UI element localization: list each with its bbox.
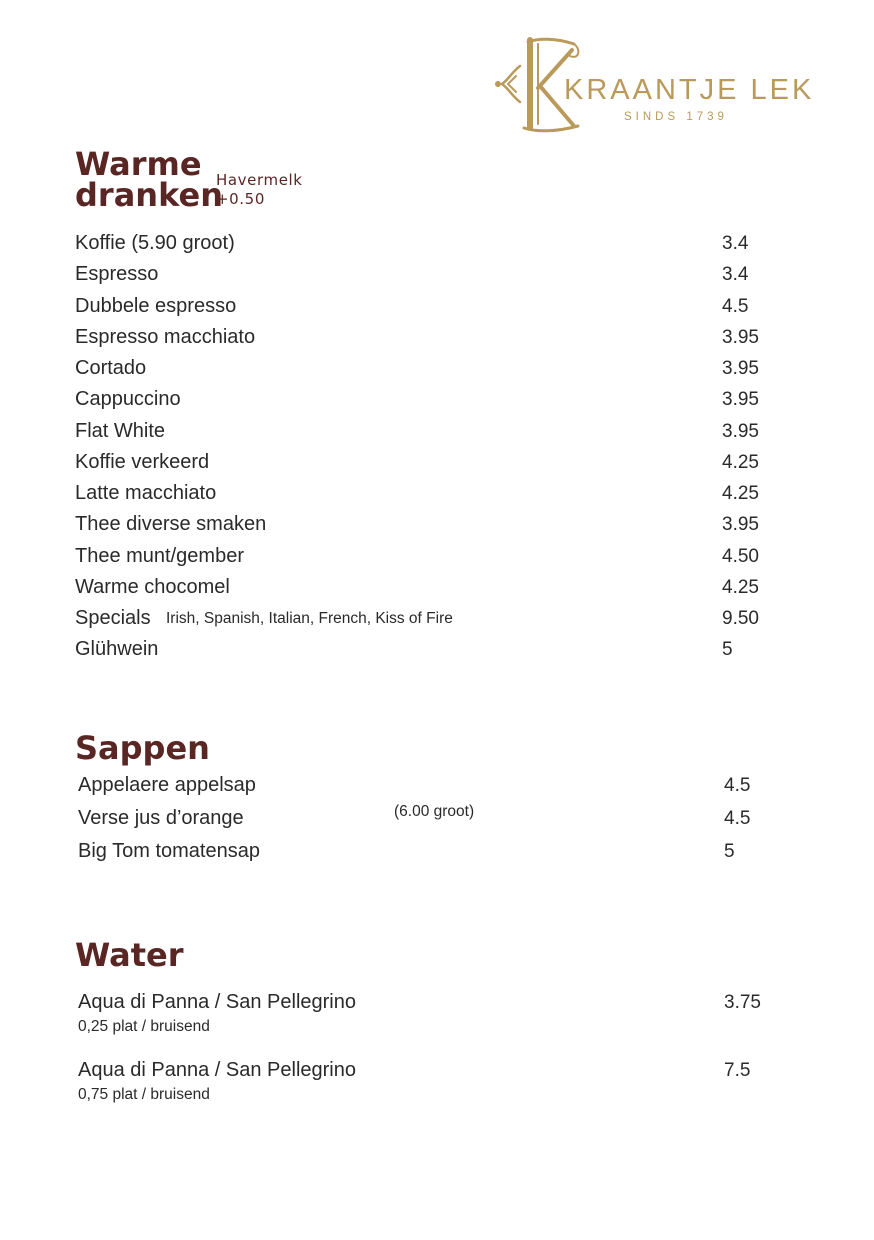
menu-item-subtitle: 0,75 plat / bruisend [78,1086,210,1103]
menu-item-price: 3.95 [722,389,759,410]
menu-item-name: Big Tom tomatensap [78,840,260,862]
brand-since: SINDS 1739 [624,111,728,123]
menu-item-name: Espresso macchiato [75,326,256,348]
menu-item-price: 4.25 [722,577,759,598]
menu-item-extra: Irish, Spanish, Italian, French, Kiss of Fire [166,610,453,627]
section-title-line1: Warme [75,145,202,183]
section-title-line2: dranken [75,176,223,214]
menu-item-name: Specials [75,607,151,629]
menu-item-price: 7.5 [724,1060,751,1081]
menu-item-price: 5 [724,841,735,862]
menu-item-price: 3.95 [722,514,759,535]
menu-item-price: 3.95 [722,358,759,379]
menu-item-price: 4.5 [722,296,749,317]
menu-item-name: Verse jus d’orange [78,807,244,829]
menu-item-name: Cappuccino [75,388,181,410]
menu-item-name: Latte macchiato [75,482,217,504]
menu-item-name: Aqua di Panna / San Pellegrino [78,991,356,1013]
note-line2: +0.50 [216,190,265,208]
menu-item-name: Flat White [75,420,166,442]
brand-name: KRAANTJE LEK [564,74,815,106]
menu-item-name: Cortado [75,357,147,379]
menu-item-extra: (6.00 groot) [394,803,475,820]
menu-item-price: 4.25 [722,483,759,504]
menu-item-price: 4.5 [724,775,751,796]
menu-item-price: 9.50 [722,608,759,629]
section-note [216,171,303,209]
section-title: Water [75,936,184,974]
menu-item-name: Appelaere appelsap [78,774,256,796]
section-title: Sappen [75,729,210,767]
section-title [75,145,223,214]
menu-item-price: 4.25 [722,452,759,473]
menu-item-price: 3.75 [724,992,761,1013]
menu-item-name: Dubbele espresso [75,295,237,317]
menu-item-name: Koffie verkeerd [75,451,210,473]
note-line1: Havermelk [216,171,303,189]
menu-item-name: Aqua di Panna / San Pellegrino [78,1059,356,1081]
menu-item-name: Thee diverse smaken [75,513,267,535]
menu-item-name: Koffie (5.90 groot) [75,232,235,254]
menu-item-price: 3.95 [722,421,759,442]
menu-item-name: Espresso [75,263,159,285]
menu-item-price: 3.4 [722,264,749,285]
menu-item-price: 5 [722,639,733,660]
menu-item-subtitle: 0,25 plat / bruisend [78,1018,210,1035]
menu-item-price: 4.50 [722,546,759,567]
menu-item-name: Thee munt/gember [75,545,244,567]
menu-item-name: Glühwein [75,638,159,660]
brand-logo [494,36,815,136]
menu-item-name: Warme chocomel [75,576,230,598]
menu-item-price: 3.95 [722,327,759,348]
menu-item-price: 3.4 [722,233,749,254]
menu-item-price: 4.5 [724,808,751,829]
